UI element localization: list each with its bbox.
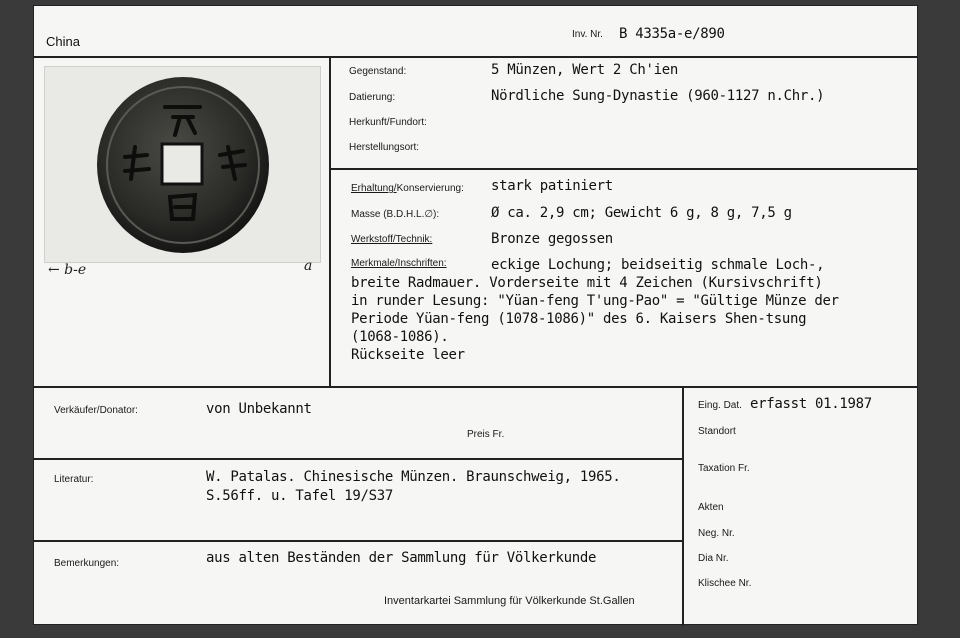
divider-header (34, 56, 917, 58)
coin-image (45, 67, 320, 262)
footer-text: Inventarkartei Sammlung für Völkerkunde St.Gallen (384, 595, 635, 607)
preis-label: Preis Fr. (467, 429, 505, 440)
literatur-line-1: W. Patalas. Chinesische Münzen. Braunschweig, 1965. (206, 469, 621, 485)
herstellungsort-label: Herstellungsort: (349, 142, 420, 153)
annotation-b-e: ← b-e (48, 262, 87, 278)
country-label: China (46, 34, 80, 49)
eing-dat-value: erfasst 01.1987 (750, 396, 872, 412)
coin-photo (44, 66, 321, 263)
divider-right-column (682, 386, 684, 626)
merkmale-line-6: Rückseite leer (351, 347, 465, 363)
divider-lower (34, 386, 917, 388)
merkmale-line-3: in runder Lesung: "Yüan-feng T'ung-Pao" = "Gültige Münze der (351, 293, 839, 309)
merkmale-line-2: breite Radmauer. Vorderseite mit 4 Zeichen (Kursivschrift) (351, 275, 823, 291)
divider-literatur (34, 458, 682, 460)
divider-description (329, 168, 917, 170)
merkmale-line-4: Periode Yüan-feng (1078-1086)" des 6. Kaisers Shen-tsung (351, 311, 807, 327)
erhaltung-value: stark patiniert (491, 178, 613, 194)
erhaltung-label-a: Erhaltung/ (351, 183, 397, 194)
divider-photo (329, 56, 331, 386)
inv-nr-value: B 4335a-e/890 (619, 26, 725, 42)
merkmale-line-5: (1068-1086). (351, 329, 449, 345)
werkstoff-label: Werkstoff/Technik: (351, 234, 433, 245)
klischee-nr-label: Klischee Nr. (698, 578, 752, 589)
datierung-value: Nördliche Sung-Dynastie (960-1127 n.Chr.) (491, 88, 825, 104)
erhaltung-label (351, 183, 464, 194)
akten-label: Akten (698, 502, 724, 513)
gegenstand-label: Gegenstand: (349, 66, 407, 77)
merkmale-line-1: eckige Lochung; beidseitig schmale Loch-, (491, 257, 825, 273)
eing-dat-label: Eing. Dat. (698, 400, 742, 411)
inventory-card (33, 5, 918, 625)
verkaeufer-value: von Unbekannt (206, 401, 312, 417)
neg-nr-label: Neg. Nr. (698, 528, 735, 539)
literatur-label: Literatur: (54, 474, 94, 485)
werkstoff-value: Bronze gegossen (491, 231, 613, 247)
literatur-line-2: S.56ff. u. Tafel 19/S37 (206, 488, 393, 504)
standort-label: Standort (698, 426, 736, 437)
herkunft-label: Herkunft/Fundort: (349, 117, 427, 128)
datierung-label: Datierung: (349, 92, 396, 103)
erhaltung-label-b: Konservierung: (396, 183, 464, 194)
annotation-a: a (304, 258, 313, 274)
dia-nr-label: Dia Nr. (698, 553, 729, 564)
bemerkungen-value: aus alten Beständen der Sammlung für Völkerkunde (206, 550, 597, 566)
gegenstand-value: 5 Münzen, Wert 2 Ch'ien (491, 62, 678, 78)
masse-value: Ø ca. 2,9 cm; Gewicht 6 g, 8 g, 7,5 g (491, 205, 792, 221)
masse-label: Masse (B.D.H.L.∅): (351, 209, 440, 220)
divider-bemerkungen (34, 540, 682, 542)
verkaeufer-label: Verkäufer/Donator: (54, 405, 138, 416)
merkmale-label: Merkmale/Inschriften: (351, 258, 447, 269)
inv-nr-label: Inv. Nr. (572, 29, 603, 40)
bemerkungen-label: Bemerkungen: (54, 558, 120, 569)
taxation-label: Taxation Fr. (698, 463, 750, 474)
